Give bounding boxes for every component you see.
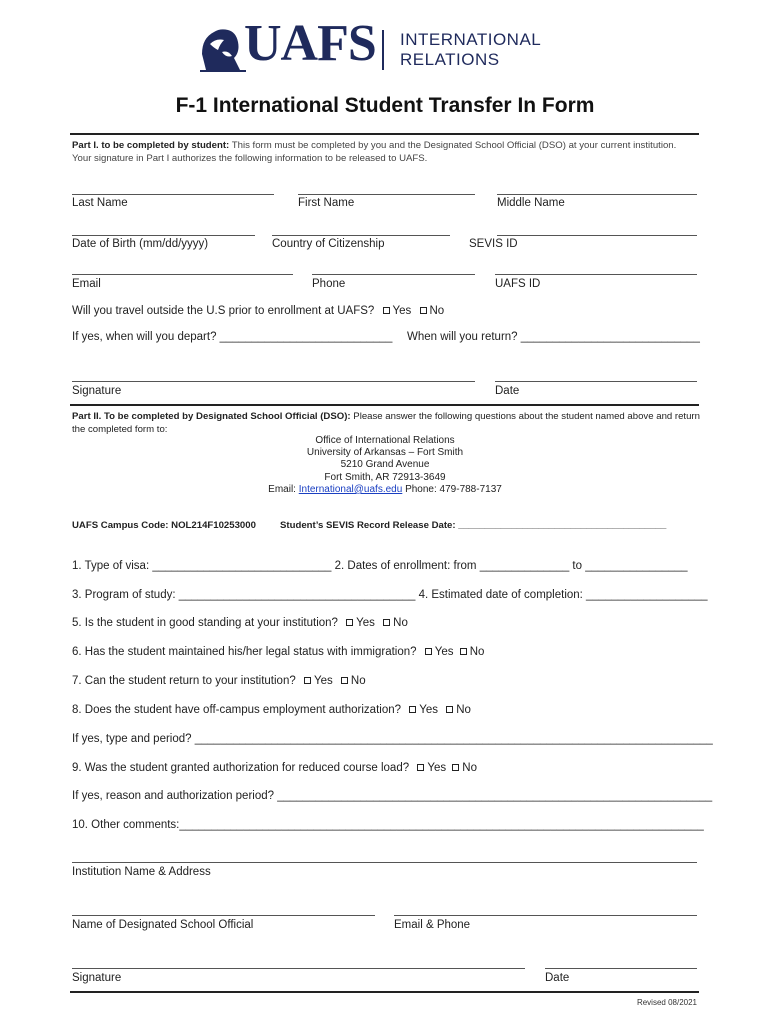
no-label: No [393, 617, 408, 629]
first-name-label: First Name [298, 197, 355, 209]
email-prefix: Email: [268, 483, 299, 495]
student-signature-line[interactable] [72, 381, 475, 382]
question-text: 9. Was the student granted authorization for reduced course load? [72, 762, 410, 774]
visa-enrollment-row[interactable]: 1. Type of visa: ____________________________ 2. Dates of enrollment: from ______________ to ________________ [72, 560, 688, 572]
footer-rule [70, 991, 699, 993]
employment-type-field[interactable]: If yes, type and period? _________________________________________________________________________________ [72, 733, 713, 745]
no-checkbox[interactable] [383, 619, 390, 626]
question-text: 6. Has the student maintained his/her legal status with immigration? [72, 646, 417, 658]
contact-line [0, 484, 770, 496]
part2-intro [72, 411, 702, 436]
department-line-1: INTERNATIONAL [400, 30, 542, 49]
address-line: 5210 Grand Avenue [340, 459, 430, 471]
no-checkbox[interactable] [420, 307, 427, 314]
reduced-load-question [72, 762, 477, 774]
yes-checkbox[interactable] [304, 677, 311, 684]
address-line: Office of International Relations [315, 435, 455, 446]
no-checkbox[interactable] [460, 648, 467, 655]
other-comments-field[interactable]: 10. Other comments:__________________________________________________________________________________ [72, 819, 704, 831]
logo-wordmark: UAFS [244, 15, 376, 72]
sevis-id-label: SEVIS ID [469, 238, 518, 250]
mailing-address [0, 435, 770, 496]
no-checkbox[interactable] [452, 764, 459, 771]
yes-checkbox[interactable] [417, 764, 424, 771]
return-question [72, 675, 366, 687]
institution-label: Institution Name & Address [72, 866, 211, 878]
campus-code: UAFS Campus Code: NOL214F10253000 [72, 520, 256, 531]
yes-checkbox[interactable] [425, 648, 432, 655]
email-label: Email [72, 278, 101, 290]
first-name-line[interactable] [298, 194, 475, 195]
no-label: No [429, 305, 445, 317]
employment-question [72, 704, 471, 716]
yes-label: Yes [434, 646, 454, 658]
logo-divider [382, 30, 384, 70]
dob-label: Date of Birth (mm/dd/yyyy) [72, 238, 209, 250]
part1-text: This form must be completed by you and the Designated School Official (DSO) at your current institution. Your signature in Part I authorizes the following information to be released to UAFS. [72, 140, 677, 164]
yes-checkbox[interactable] [409, 706, 416, 713]
middle-name-line[interactable] [497, 194, 697, 195]
return-field[interactable]: When will you return? ____________________________ [407, 331, 700, 343]
no-label: No [462, 762, 477, 774]
dso-date-line[interactable] [545, 968, 697, 969]
part2-heading: Part II. To be completed by Designated School Official (DSO): [72, 411, 351, 422]
reduced-load-reason-field[interactable]: If yes, reason and authorization period? ____________________________________________________________________ [72, 790, 713, 802]
yes-checkbox[interactable] [346, 619, 353, 626]
question-text: 8. Does the student have off-campus employment authorization? [72, 704, 402, 716]
good-standing-question [72, 617, 408, 629]
question-text: 7. Can the student return to your institution? [72, 675, 296, 687]
dso-name-line[interactable] [72, 915, 375, 916]
citizenship-line[interactable] [272, 235, 450, 236]
yes-label: Yes [427, 762, 447, 774]
last-name-line[interactable] [72, 194, 274, 195]
signature-label: Signature [72, 385, 122, 397]
phone-line[interactable] [312, 274, 475, 275]
dso-signature-line[interactable] [72, 968, 525, 969]
institution-line[interactable] [72, 862, 697, 863]
legal-status-question [72, 646, 484, 658]
page-title: F-1 International Student Transfer In Form [175, 94, 595, 117]
no-checkbox[interactable] [341, 677, 348, 684]
uafs-id-line[interactable] [495, 274, 697, 275]
dso-name-label: Name of Designated School Official [72, 919, 254, 931]
yes-checkbox[interactable] [383, 307, 390, 314]
yes-label: Yes [419, 704, 438, 716]
yes-label: Yes [356, 617, 375, 629]
no-label: No [469, 646, 485, 658]
no-checkbox[interactable] [446, 706, 453, 713]
middle-name-label: Middle Name [497, 197, 565, 209]
no-label: No [456, 704, 471, 716]
dso-email-phone-line[interactable] [394, 915, 697, 916]
question-text: 5. Is the student in good standing at your institution? [72, 617, 338, 629]
dso-date-label: Date [545, 972, 570, 984]
address-line: University of Arkansas – Fort Smith [306, 447, 464, 459]
depart-field[interactable]: If yes, when will you depart? ___________________________ [72, 331, 393, 343]
section-rule [70, 404, 699, 406]
travel-question [72, 305, 444, 317]
part1-intro [72, 140, 692, 165]
email-line[interactable] [72, 274, 293, 275]
yes-label: Yes [313, 675, 333, 687]
phone-number: Phone: 479-788-7137 [402, 483, 502, 495]
revision-date: Revised 08/2021 [636, 998, 697, 1007]
part2-text: Please answer the following questions about the student named above and return the completed form to: [72, 411, 700, 435]
uafs-id-label: UAFS ID [495, 278, 541, 290]
last-name-label: Last Name [72, 197, 128, 209]
email-phone-label: Email & Phone [394, 919, 471, 931]
program-completion-row[interactable]: 3. Program of study: _____________________________________ 4. Estimated date of completion: ___________________ [72, 589, 708, 601]
yes-label: Yes [392, 305, 412, 317]
date-label: Date [495, 385, 520, 397]
sevis-id-line[interactable] [497, 235, 697, 236]
address-line: Fort Smith, AR 72913-3649 [324, 471, 446, 483]
email-link[interactable]: International@uafs.edu [298, 483, 403, 495]
student-date-line[interactable] [495, 381, 697, 382]
department-line-2: RELATIONS [400, 50, 500, 69]
dob-line[interactable] [72, 235, 255, 236]
title-rule [70, 133, 699, 135]
dso-signature-label: Signature [72, 972, 122, 984]
citizenship-label: Country of Citizenship [272, 238, 385, 250]
part1-heading: Part I. to be completed by student: [72, 140, 230, 151]
no-label: No [350, 675, 366, 687]
release-date-field[interactable]: Student’s SEVIS Record Release Date: _______________________________________ [280, 520, 667, 531]
phone-label: Phone [312, 278, 346, 290]
travel-question-text: Will you travel outside the U.S prior to enrollment at UAFS? [72, 305, 375, 317]
